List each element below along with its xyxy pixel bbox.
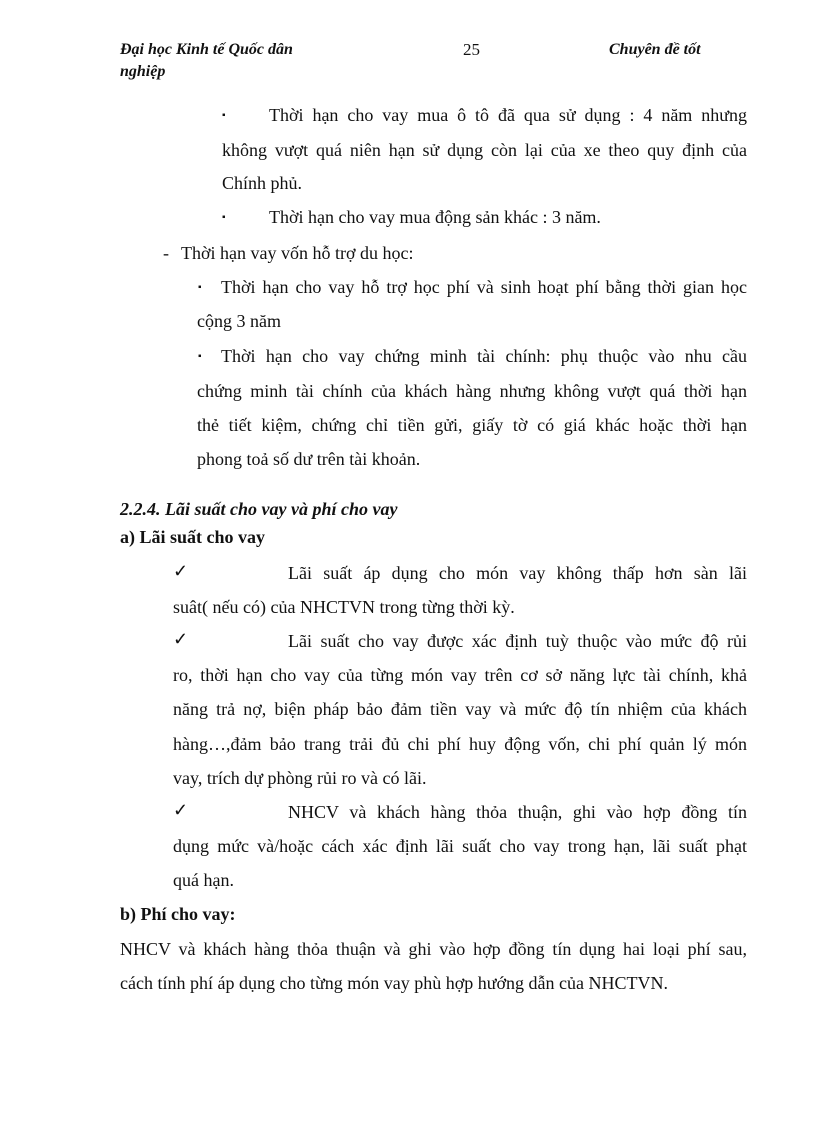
interest-2-line-1: Lãi suất cho vay được xác định tuỳ thuộc vào mức độ rủi <box>288 631 747 651</box>
financial-proof-line-1: Thời hạn cho vay chứng minh tài chính: phụ thuộc vào nhu cầu <box>221 346 747 366</box>
subsection-b-title: b) Phí cho vay: <box>120 904 236 924</box>
header-university: Đại học Kinh tế Quốc dân <box>120 41 293 58</box>
financial-proof-line-2: chứng minh tài chính của khách hàng nhưng không vượt quá thời hạn <box>197 381 747 401</box>
subsection-a-title: a) Lãi suất cho vay <box>120 527 266 547</box>
square-bullet-icon: ▪ <box>198 351 202 362</box>
fee-line-1: NHCV và khách hàng thỏa thuận và ghi vào hợp đồng tín dụng hai loại phí sau, <box>120 939 747 959</box>
header-thesis-type-continued: nghiệp <box>120 63 166 80</box>
interest-3-line-3: quá hạn. <box>173 870 234 890</box>
header-thesis-type: Chuyên đề tốt <box>609 41 701 58</box>
section-title: 2.2.4. Lãi suất cho vay và phí cho vay <box>120 499 398 519</box>
page-number: 25 <box>463 40 480 59</box>
interest-2-line-3: năng trả nợ, biện pháp bảo đảm tiền vay và mức độ tín nhiệm của khách <box>173 699 747 719</box>
financial-proof-line-3: thẻ tiết kiệm, chứng chỉ tiền gửi, giấy tờ có giá khác hoặc thời hạn <box>197 415 747 435</box>
tuition-term-line-2: cộng 3 năm <box>197 311 281 331</box>
interest-3-line-1: NHCV và khách hàng thỏa thuận, ghi vào hợp đồng tín <box>288 802 747 822</box>
car-term-line-2: không vượt quá niên hạn sử dụng còn lại của xe theo quy định của <box>222 140 747 160</box>
check-mark-icon: ✓ <box>173 800 189 820</box>
financial-proof-line-4: phong toả số dư trên tài khoản. <box>197 449 421 469</box>
interest-1-line-1: Lãi suất áp dụng cho món vay không thấp hơn sàn lãi <box>288 563 747 583</box>
study-abroad-heading: Thời hạn vay vốn hỗ trợ du học: <box>181 243 414 263</box>
square-bullet-icon: ▪ <box>198 282 202 293</box>
car-term-line-1: Thời hạn cho vay mua ô tô đã qua sử dụng : 4 năm nhưng <box>269 105 747 125</box>
check-mark-icon: ✓ <box>173 629 189 649</box>
square-bullet-icon: ▪ <box>222 212 226 223</box>
square-bullet-icon: ▪ <box>222 110 226 121</box>
interest-2-line-2: ro, thời hạn cho vay của từng món vay trên cơ sở năng lực tài chính, khả <box>173 665 747 685</box>
fee-line-2: cách tính phí áp dụng cho từng món vay phù hợp hướng dẫn của NHCTVN. <box>120 973 668 993</box>
dash-bullet-icon: - <box>163 243 169 263</box>
interest-3-line-2: dụng mức và/hoặc cách xác định lãi suất cho vay trong hạn, lãi suất phạt <box>173 836 747 856</box>
tuition-term-line-1: Thời hạn cho vay hỗ trợ học phí và sinh hoạt phí bằng thời gian học <box>221 277 747 297</box>
other-assets-term: Thời hạn cho vay mua động sản khác : 3 năm. <box>269 207 601 227</box>
interest-1-line-2: suât( nếu có) của NHCTVN trong từng thời kỳ. <box>173 597 515 617</box>
car-term-line-3: Chính phủ. <box>222 173 303 193</box>
interest-2-line-5: vay, trích dự phòng rủi ro và có lãi. <box>173 768 427 788</box>
interest-2-line-4: hàng…,đảm bảo trang trải đủ chi phí huy động vốn, chi phí quản lý món <box>173 734 747 754</box>
check-mark-icon: ✓ <box>173 561 189 581</box>
